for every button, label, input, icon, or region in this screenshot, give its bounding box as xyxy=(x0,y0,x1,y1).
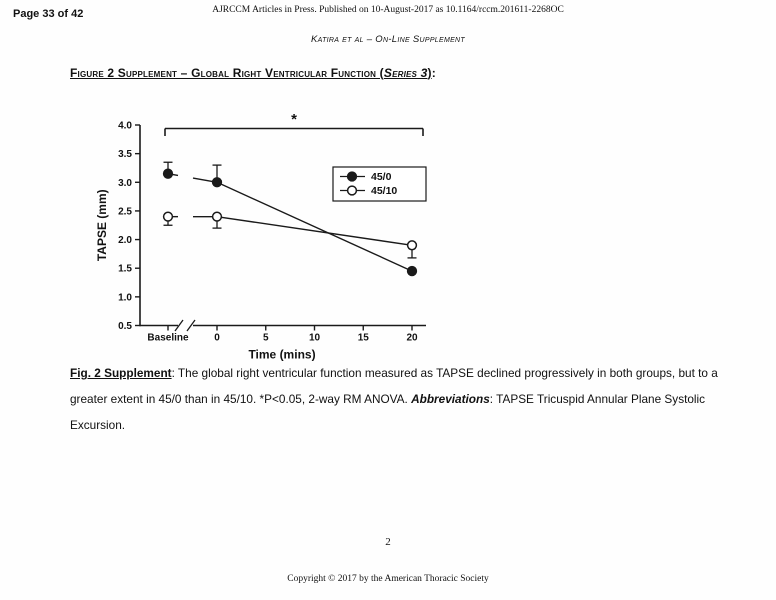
press-header: AJRCCM Articles in Press. Published on 10-August-2017 as 10.1164/rccm.201611-2268OC xyxy=(212,5,564,15)
y-tick-label: 2.5 xyxy=(118,206,132,218)
caption-abbreviations-label: Abbreviations xyxy=(411,392,490,406)
legend-label: 45/10 xyxy=(371,185,398,197)
y-tick-label: 1.5 xyxy=(118,263,132,275)
series-line xyxy=(217,217,412,246)
data-point-45/0 xyxy=(164,169,173,178)
data-point-45/10 xyxy=(164,212,173,221)
figure-title-close: ) xyxy=(427,66,432,80)
figure-title-series: Series 3 xyxy=(383,66,428,80)
x-axis-title: Time (mins) xyxy=(248,347,316,362)
page-number: 2 xyxy=(385,536,391,548)
x-tick-label: 15 xyxy=(357,332,369,344)
caption-label: Fig. 2 Supplement xyxy=(70,366,172,380)
significance-asterisk: * xyxy=(291,111,297,128)
x-tick-label: Baseline xyxy=(147,332,189,344)
figure-title xyxy=(70,66,436,80)
y-tick-label: 1.0 xyxy=(118,292,132,304)
y-tick-label: 4.0 xyxy=(118,120,132,132)
tapse-chart xyxy=(90,105,462,367)
legend-label: 45/0 xyxy=(371,171,392,183)
page-indicator: Page 33 of 42 xyxy=(13,8,84,20)
x-tick-label: 0 xyxy=(214,332,220,344)
y-tick-label: 3.5 xyxy=(118,149,132,161)
x-tick-label: 5 xyxy=(262,332,269,344)
figure-caption xyxy=(70,360,740,438)
data-point-45/10 xyxy=(213,212,222,221)
running-title: Katira et al – On-Line Supplement xyxy=(310,34,465,45)
legend-marker-45/10 xyxy=(348,186,357,195)
data-point-45/0 xyxy=(408,267,417,276)
figure-title-colon: : xyxy=(431,66,436,80)
y-tick-label: 0.5 xyxy=(118,321,132,332)
y-tick-label: 3.0 xyxy=(118,177,132,189)
legend-marker-45/0 xyxy=(348,172,357,181)
x-tick-label: 20 xyxy=(406,332,418,344)
legend xyxy=(333,167,426,201)
data-point-45/0 xyxy=(213,178,222,187)
y-tick-label: 2.0 xyxy=(118,235,132,247)
caption-text-1: : The global right ventricular function measured as TAPSE declined progressively in both groups, but to a greater extent in 45/0 than in 45/10. *P<0.05, 2-way RM ANOVA. xyxy=(70,366,718,406)
figure-title-main: Figure 2 Supplement – Global Right Ventricular Function ( xyxy=(70,66,384,80)
x-tick-label: 10 xyxy=(308,332,321,344)
y-axis-title: TAPSE (mm) xyxy=(95,189,109,262)
caption-text-2: : TAPSE Tricuspid Annular Plane Systolic Excursion. xyxy=(70,392,706,432)
copyright-notice: Copyright © 2017 by the American Thoracic Society xyxy=(287,574,489,584)
data-point-45/10 xyxy=(408,241,417,250)
